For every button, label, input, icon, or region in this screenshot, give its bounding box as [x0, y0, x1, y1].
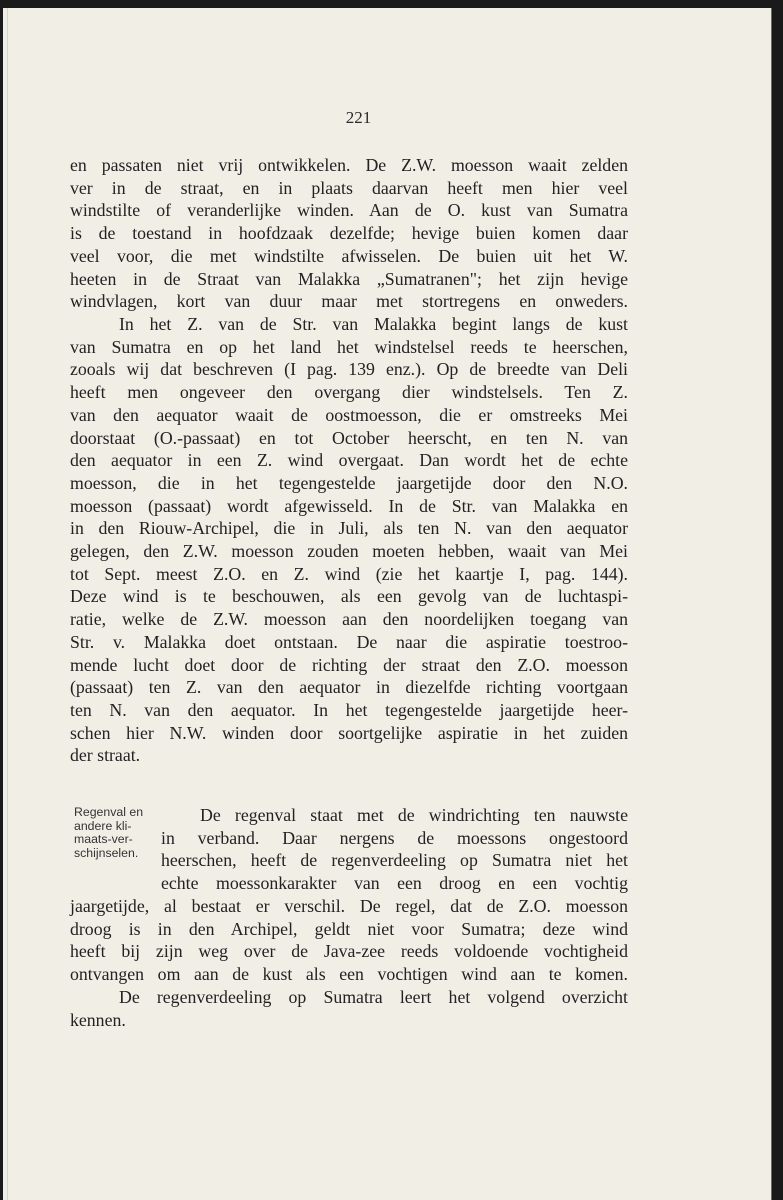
text-line: kennen. — [70, 1009, 126, 1030]
text-line: heeten in de Straat van Malakka „Sumatranen"; het zijn hevige — [70, 268, 628, 289]
paragraph-3-narrow — [161, 804, 628, 895]
text-line: heeft bij zijn weg over de Java-zee reeds voldoende vochtigheid — [70, 941, 628, 962]
text-line: De regenval staat met de windrichting ten nauwste — [200, 805, 628, 825]
text-line: jaargetijde, al bestaat er verschil. De regel, dat de Z.O. moesson — [70, 896, 628, 916]
paragraph-4 — [70, 986, 628, 1031]
text-line: mende lucht doet door de richting der straat den Z.O. moesson — [70, 654, 628, 675]
text-line: In het Z. van de Str. van Malakka begint langs de kust — [119, 314, 628, 334]
text-line: gelegen, den Z.W. moesson zouden moeten hebben, waait van Mei — [70, 541, 628, 562]
text-line: ratie, welke de Z.W. moesson aan den noordelijken toegang van — [70, 609, 628, 630]
text-line: tot Sept. meest Z.O. en Z. wind (zie het kaartje I, pag. 144). — [70, 563, 628, 584]
text-line: echte moessonkarakter van een droog en een vochtig — [161, 873, 628, 894]
text-line: in verband. Daar nergens de moessons ongestoord — [161, 827, 628, 848]
text-line: De regenverdeeling op Sumatra leert het volgend overzicht — [119, 987, 628, 1007]
page-edge-line — [7, 8, 8, 1200]
text-line: en passaten niet vrij ontwikkelen. De Z.W. moesson waait zelden — [70, 155, 628, 175]
text-line: heerschen, heeft de regenverdeeling op Sumatra niet het — [161, 850, 628, 871]
text-line: in den Riouw-Archipel, die in Juli, als ten N. van den aequator — [70, 518, 628, 539]
text-line: windstilte of veranderlijke winden. Aan de O. kust van Sumatra — [70, 200, 628, 221]
text-line: zooals wij dat beschreven (I pag. 139 enz.). Op de breedte van Deli — [70, 359, 628, 380]
text-line: Deze wind is te beschouwen, als een gevolg van de luchtaspi- — [70, 586, 628, 607]
margin-note-line: schijnselen. — [74, 845, 139, 860]
paragraph-1 — [70, 154, 628, 313]
text-line: doorstaat (O.-passaat) en tot October heerscht, en ten N. van — [70, 427, 628, 448]
text-line: heeft men ongeveer den overgang dier windstelsels. Ten Z. — [70, 382, 628, 403]
text-line: ver in de straat, en in plaats daarvan heeft men hier veel — [70, 177, 628, 198]
text-line: moesson, die in het tegengestelde jaargetijde door den N.O. — [70, 472, 628, 493]
text-line: der straat. — [70, 745, 141, 766]
text-line: is de toestand in hoofdzaak dezelfde; hevige buien komen daar — [70, 223, 628, 244]
text-line: Str. v. Malakka doet ontstaan. De naar die aspiratie toestroo- — [70, 631, 628, 652]
text-line: van den aequator waait de oostmoesson, die er omstreeks Mei — [70, 404, 628, 425]
text-line: moesson (passaat) wordt afgewisseld. In de Str. van Malakka en — [70, 495, 628, 516]
text-line: den aequator in een Z. wind overgaat. Dan wordt het de echte — [70, 450, 628, 471]
margin-note-line: Regenval en — [74, 805, 144, 819]
text-line: veel voor, die met windstilte afwisselen. De buien uit het W. — [70, 245, 628, 266]
text-line: droog is in den Archipel, geldt niet voor Sumatra; deze wind — [70, 918, 628, 939]
paragraph-3-wide — [70, 895, 628, 986]
text-line: (passaat) ten Z. van den aequator in diezelfde richting voortgaan — [70, 677, 628, 698]
page-number: 221 — [345, 108, 372, 127]
margin-note-line: maats-ver- — [74, 832, 133, 846]
text-line: ten N. van den aequator. In het tegengestelde jaargetijde heer- — [70, 699, 628, 720]
paragraph-2 — [70, 313, 628, 767]
text-line: windvlagen, kort van duur maar met stortregens en onweders. — [70, 291, 628, 312]
margin-note-line: andere kli- — [74, 818, 132, 833]
book-page — [3, 8, 772, 1200]
text-line: schen hier N.W. winden door soortgelijke aspiratie in het zuiden — [70, 722, 628, 743]
text-line: van Sumatra en op het land het windstelsel reeds te heerschen, — [70, 336, 628, 357]
text-line: ontvangen om aan de kust als een vochtigen wind aan te komen. — [70, 964, 628, 985]
